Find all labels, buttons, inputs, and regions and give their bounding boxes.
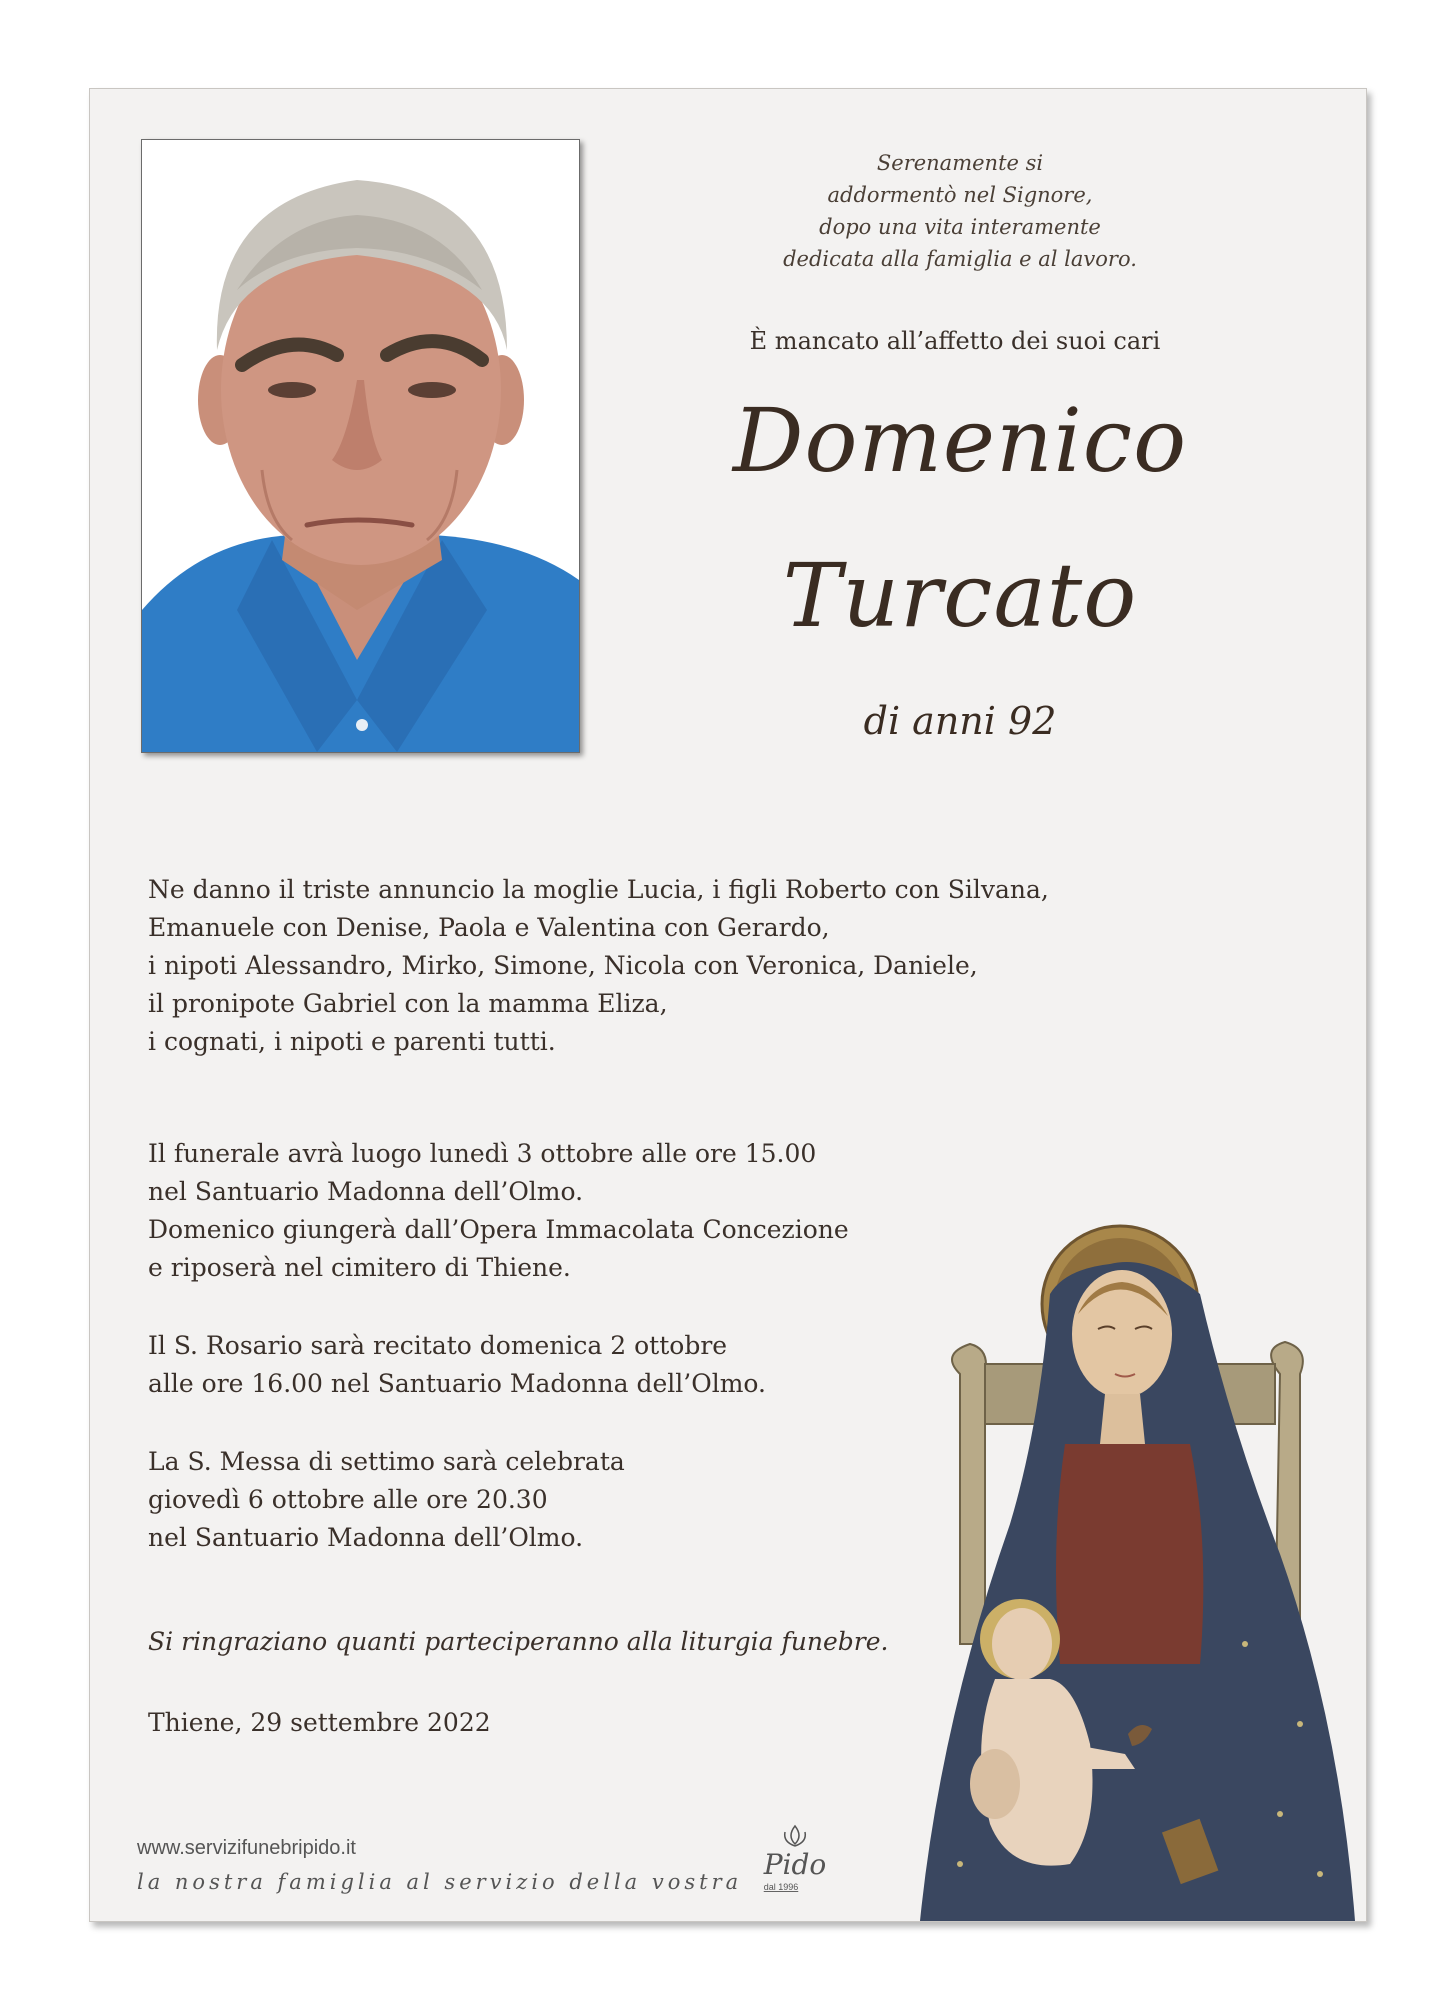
obituary-card (89, 88, 1367, 1922)
funeral-line: nel Santuario Madonna dell’Olmo. (148, 1177, 584, 1206)
rosary-line: Il S. Rosario sarà recitato domenica 2 ottobre (148, 1331, 728, 1360)
intro-line: dopo una vita interamente (819, 215, 1101, 239)
announcement-line: Emanuele con Denise, Paola e Valentina con Gerardo, (148, 913, 830, 942)
announcement-line: i cognati, i nipoti e parenti tutti. (148, 1027, 556, 1056)
mass-line: nel Santuario Madonna dell’Olmo. (148, 1523, 584, 1552)
rosary-paragraph (148, 1327, 766, 1403)
intro-line: addormentò nel Signore, (827, 183, 1093, 207)
funeral-line: Il funerale avrà luogo lunedì 3 ottobre alle ore 15.00 (148, 1139, 817, 1168)
funeral-paragraph (148, 1135, 849, 1287)
deceased-last-name: Turcato (782, 544, 1138, 647)
funeral-home-website: www.servizifunebripido.it (137, 1837, 356, 1859)
thanks-text: Si ringraziano quanti parteciperanno alla liturgia funebre. (148, 1627, 889, 1656)
deceased-age: di anni 92 (863, 699, 1057, 743)
logo-wordmark: Pido (763, 1848, 827, 1881)
place-date-text: Thiene, 29 settembre 2022 (148, 1708, 491, 1737)
intro-line: dedicata alla famiglia e al lavoro. (783, 247, 1137, 271)
mass-paragraph (148, 1443, 625, 1557)
thanks-line (148, 1623, 888, 1661)
madonna-and-child-painting (900, 1224, 1355, 1921)
announcement-line: i nipoti Alessandro, Mirko, Simone, Nicola con Veronica, Daniele, (148, 951, 978, 980)
place-date (148, 1704, 491, 1742)
intro-line: Serenamente si (876, 151, 1044, 175)
announcement-paragraph (148, 871, 1049, 1061)
funeral-home-logo (755, 1822, 835, 1902)
announcement-line: Ne danno il triste annuncio la moglie Lucia, i figli Roberto con Silvana, (148, 875, 1049, 904)
funeral-line: e riposerà nel cimitero di Thiene. (148, 1253, 571, 1282)
announcement-line: il pronipote Gabriel con la mamma Eliza, (148, 989, 668, 1018)
mass-line: giovedì 6 ottobre alle ore 20.30 (148, 1485, 548, 1514)
funeral-line: Domenico giungerà dall’Opera Immacolata Concezione (148, 1215, 849, 1244)
funeral-home-motto: la nostra famiglia al servizio della vostra (137, 1870, 743, 1894)
passing-statement: È mancato all’affetto dei suoi cari (749, 327, 1161, 355)
mass-line: La S. Messa di settimo sarà celebrata (148, 1447, 625, 1476)
deceased-first-name: Domenico (732, 389, 1188, 492)
logo-since: dal 1996 (763, 1882, 799, 1892)
rosary-line: alle ore 16.00 nel Santuario Madonna dell’Olmo. (148, 1369, 766, 1398)
deceased-portrait-photo (141, 139, 580, 753)
intro-verse (755, 147, 1165, 275)
